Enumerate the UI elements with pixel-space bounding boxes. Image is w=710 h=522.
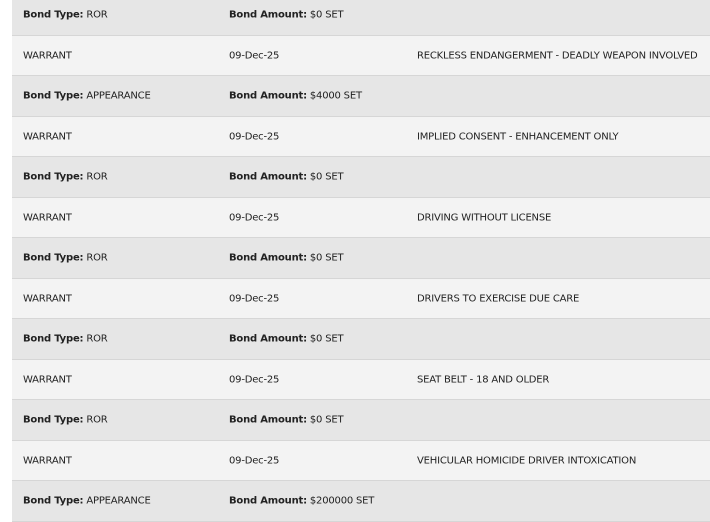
bond-type-label: Bond Type: — [23, 333, 84, 345]
charge-description: VEHICULAR HOMICIDE DRIVER INTOXICATION — [417, 455, 637, 466]
bond-type-value: ROR — [86, 333, 108, 345]
bond-row — [12, 157, 710, 198]
bond-type — [23, 10, 108, 21]
bond-amount — [229, 172, 343, 183]
bond-amount-label: Bond Amount: — [229, 9, 307, 21]
charge-date: 09-Dec-25 — [229, 293, 280, 304]
bond-amount-value: $0 SET — [309, 414, 344, 426]
charge-description: SEAT BELT - 18 AND OLDER — [417, 374, 550, 385]
charge-date: 09-Dec-25 — [229, 455, 280, 466]
bond-amount-label: Bond Amount: — [229, 90, 307, 102]
bond-type-label: Bond Type: — [23, 90, 84, 102]
bond-amount-label: Bond Amount: — [229, 495, 307, 507]
bond-type-value: ROR — [86, 9, 108, 21]
charge-type: WARRANT — [23, 212, 72, 223]
bond-type-value: ROR — [86, 252, 108, 264]
bond-type-value: ROR — [86, 414, 108, 426]
charge-date: 09-Dec-25 — [229, 374, 280, 385]
charge-date: 09-Dec-25 — [229, 131, 280, 142]
bond-amount — [229, 496, 374, 507]
charge-type: WARRANT — [23, 131, 72, 142]
bond-amount-label: Bond Amount: — [229, 252, 307, 264]
bond-type — [23, 415, 108, 426]
bond-amount-value: $0 SET — [309, 171, 344, 183]
charge-description: DRIVING WITHOUT LICENSE — [417, 212, 552, 223]
bond-type-value: APPEARANCE — [86, 90, 151, 102]
bond-amount-label: Bond Amount: — [229, 171, 307, 183]
bond-row — [12, 0, 710, 36]
charge-type: WARRANT — [23, 293, 72, 304]
charge-description: DRIVERS TO EXERCISE DUE CARE — [417, 293, 580, 304]
charge-row — [12, 279, 710, 319]
bond-amount-value: $0 SET — [309, 252, 344, 264]
bond-amount-value: $0 SET — [309, 333, 344, 345]
bond-amount-value: $200000 SET — [309, 495, 375, 507]
bond-type-label: Bond Type: — [23, 495, 84, 507]
bond-row — [12, 319, 710, 360]
charge-row — [12, 360, 710, 400]
charge-description: RECKLESS ENDANGERMENT - DEADLY WEAPON INVOLVED — [417, 50, 698, 61]
charge-type: WARRANT — [23, 374, 72, 385]
bond-type — [23, 334, 108, 345]
bond-row — [12, 481, 710, 522]
bond-type-value: ROR — [86, 171, 108, 183]
bond-type-label: Bond Type: — [23, 252, 84, 264]
bond-type — [23, 253, 108, 264]
charges-table — [12, 0, 710, 522]
bond-type — [23, 91, 151, 102]
bond-amount — [229, 10, 343, 21]
bond-amount — [229, 334, 343, 345]
charge-row — [12, 198, 710, 238]
bond-type-value: APPEARANCE — [86, 495, 151, 507]
charge-type: WARRANT — [23, 455, 72, 466]
bond-amount-value: $4000 SET — [309, 90, 362, 102]
bond-type-label: Bond Type: — [23, 9, 84, 21]
charge-row — [12, 36, 710, 76]
bond-row — [12, 400, 710, 441]
charge-date: 09-Dec-25 — [229, 212, 280, 223]
bond-amount — [229, 415, 343, 426]
bond-type-label: Bond Type: — [23, 171, 84, 183]
bond-type — [23, 172, 108, 183]
bond-row — [12, 76, 710, 117]
charge-row — [12, 117, 710, 157]
charge-type: WARRANT — [23, 50, 72, 61]
bond-amount-label: Bond Amount: — [229, 333, 307, 345]
charge-row — [12, 441, 710, 481]
bond-amount — [229, 253, 343, 264]
bond-row — [12, 238, 710, 279]
bond-type — [23, 496, 151, 507]
bond-amount-value: $0 SET — [309, 9, 344, 21]
bond-amount — [229, 91, 362, 102]
charge-date: 09-Dec-25 — [229, 50, 280, 61]
bond-amount-label: Bond Amount: — [229, 414, 307, 426]
charge-description: IMPLIED CONSENT - ENHANCEMENT ONLY — [417, 131, 619, 142]
bond-type-label: Bond Type: — [23, 414, 84, 426]
